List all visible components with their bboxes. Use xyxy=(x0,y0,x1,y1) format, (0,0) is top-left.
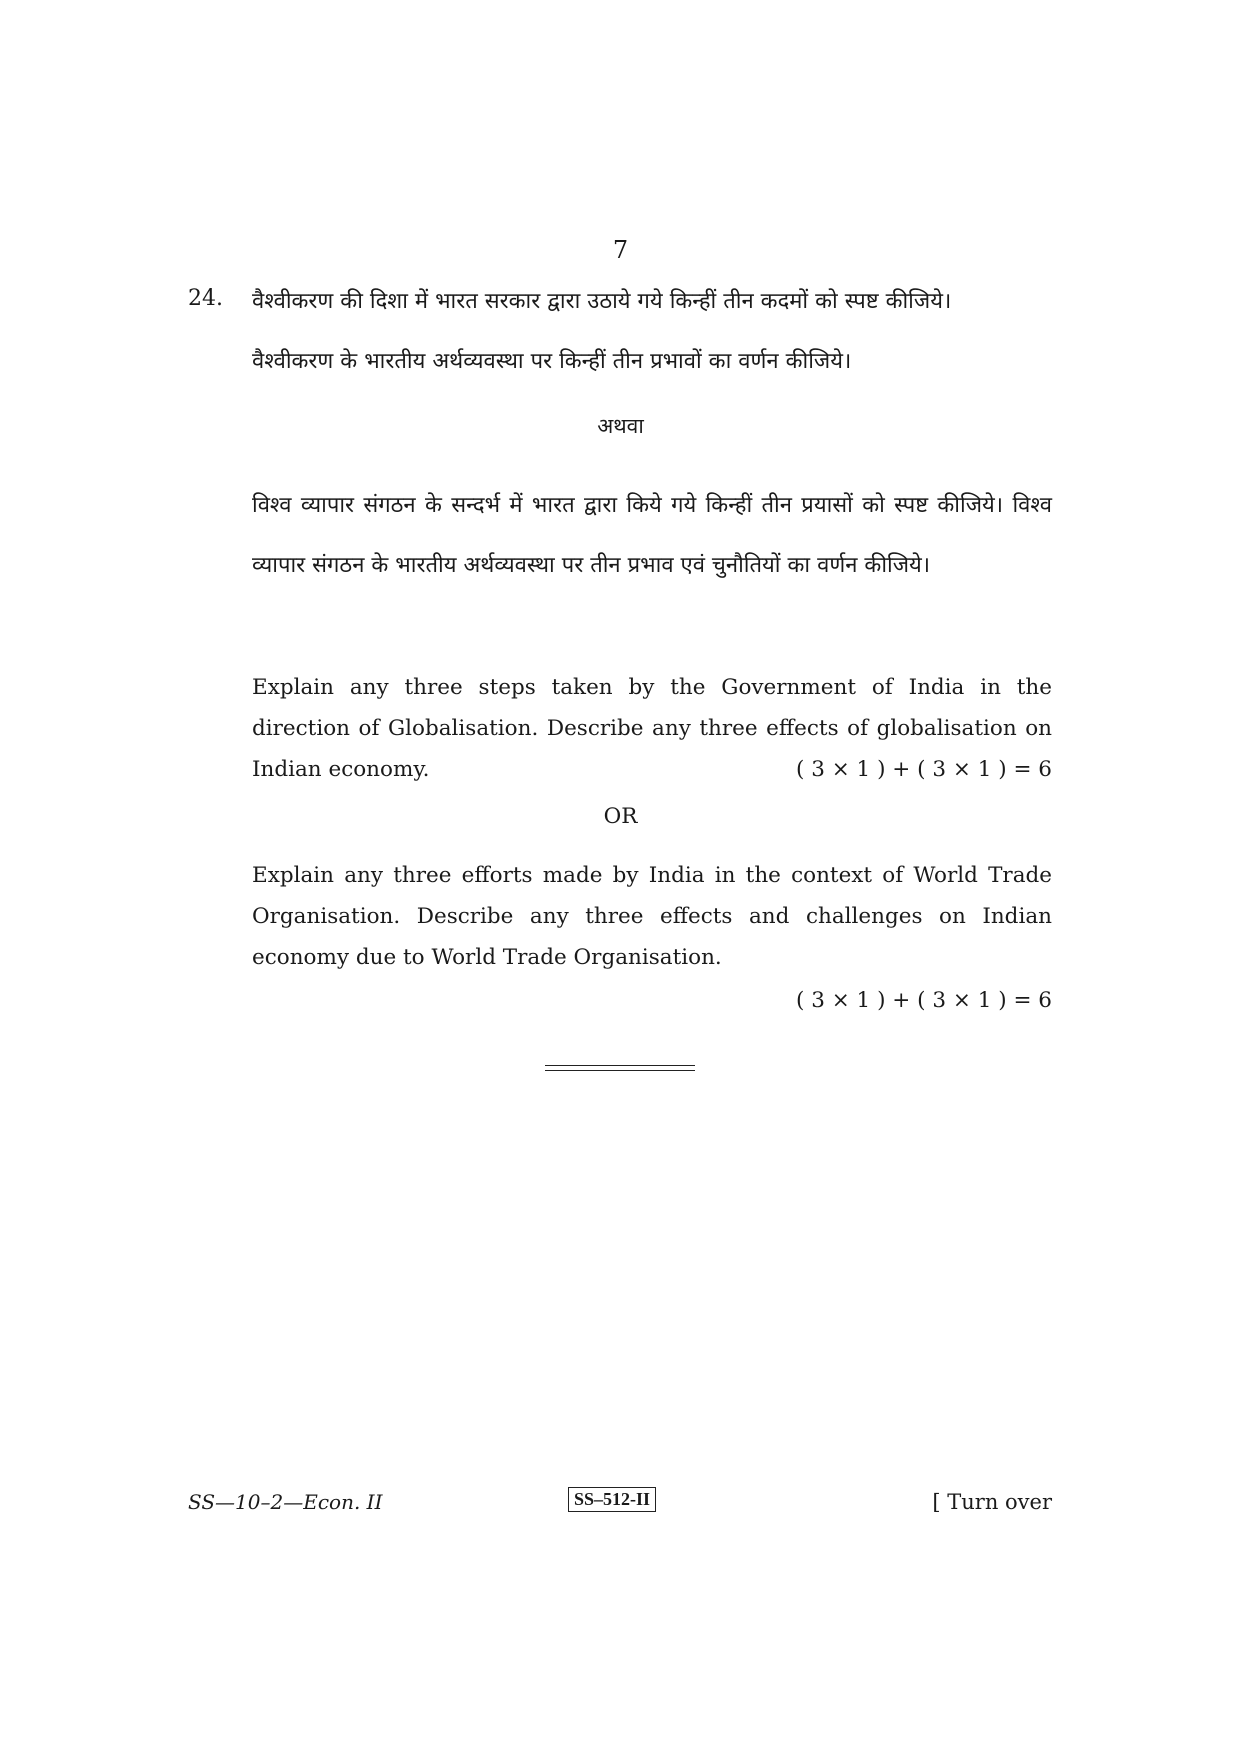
marks-alternative: ( 3 × 1 ) + ( 3 × 1 ) = 6 xyxy=(795,988,1052,1013)
footer-turn-over: [ Turn over xyxy=(932,1490,1052,1514)
english-question-main: Explain any three steps taken by the Government of India in the direction of Globalisation. Describe any three effects of globalisation on Indian economy. xyxy=(252,675,1052,782)
hindi-question-main xyxy=(252,272,1052,392)
marks-main: ( 3 × 1 ) + ( 3 × 1 ) = 6 xyxy=(795,757,1052,782)
english-or-separator: OR xyxy=(603,804,638,829)
footer-boxed-code: SS–512-II xyxy=(568,1487,656,1512)
end-of-paper-rule xyxy=(545,1065,695,1071)
question-number: 24. xyxy=(188,286,223,311)
hindi-question-alternative: विश्व व्यापार संगठन के सन्दर्भ में भारत द्वारा किये गये किन्हीं तीन प्रयासों को स्पष्ट कीजिये। विश्व व्यापार संगठन के भारतीय अर्थव्यवस्था पर तीन प्रभाव एवं चुनौतियों का वर्णन कीजिये। xyxy=(252,493,1052,578)
footer-paper-code: SS—10–2—Econ. II xyxy=(188,1490,383,1514)
page-number: 7 xyxy=(612,236,629,264)
hindi-question-line-1: वैश्वीकरण की दिशा में भारत सरकार द्वारा उठाये गये किन्हीं तीन कदमों को स्पष्ट कीजिये। xyxy=(252,289,952,314)
hindi-question-line-2: वैश्वीकरण के भारतीय अर्थव्यवस्था पर किन्हीं तीन प्रभावों का वर्णन कीजिये। xyxy=(252,349,852,374)
hindi-or-separator: अथवा xyxy=(597,414,644,438)
english-question-alternative: Explain any three efforts made by India in the context of World Trade Organisation. Describe any three effects and challenges on Indian economy due to World Trade Organisation. xyxy=(252,863,1052,970)
